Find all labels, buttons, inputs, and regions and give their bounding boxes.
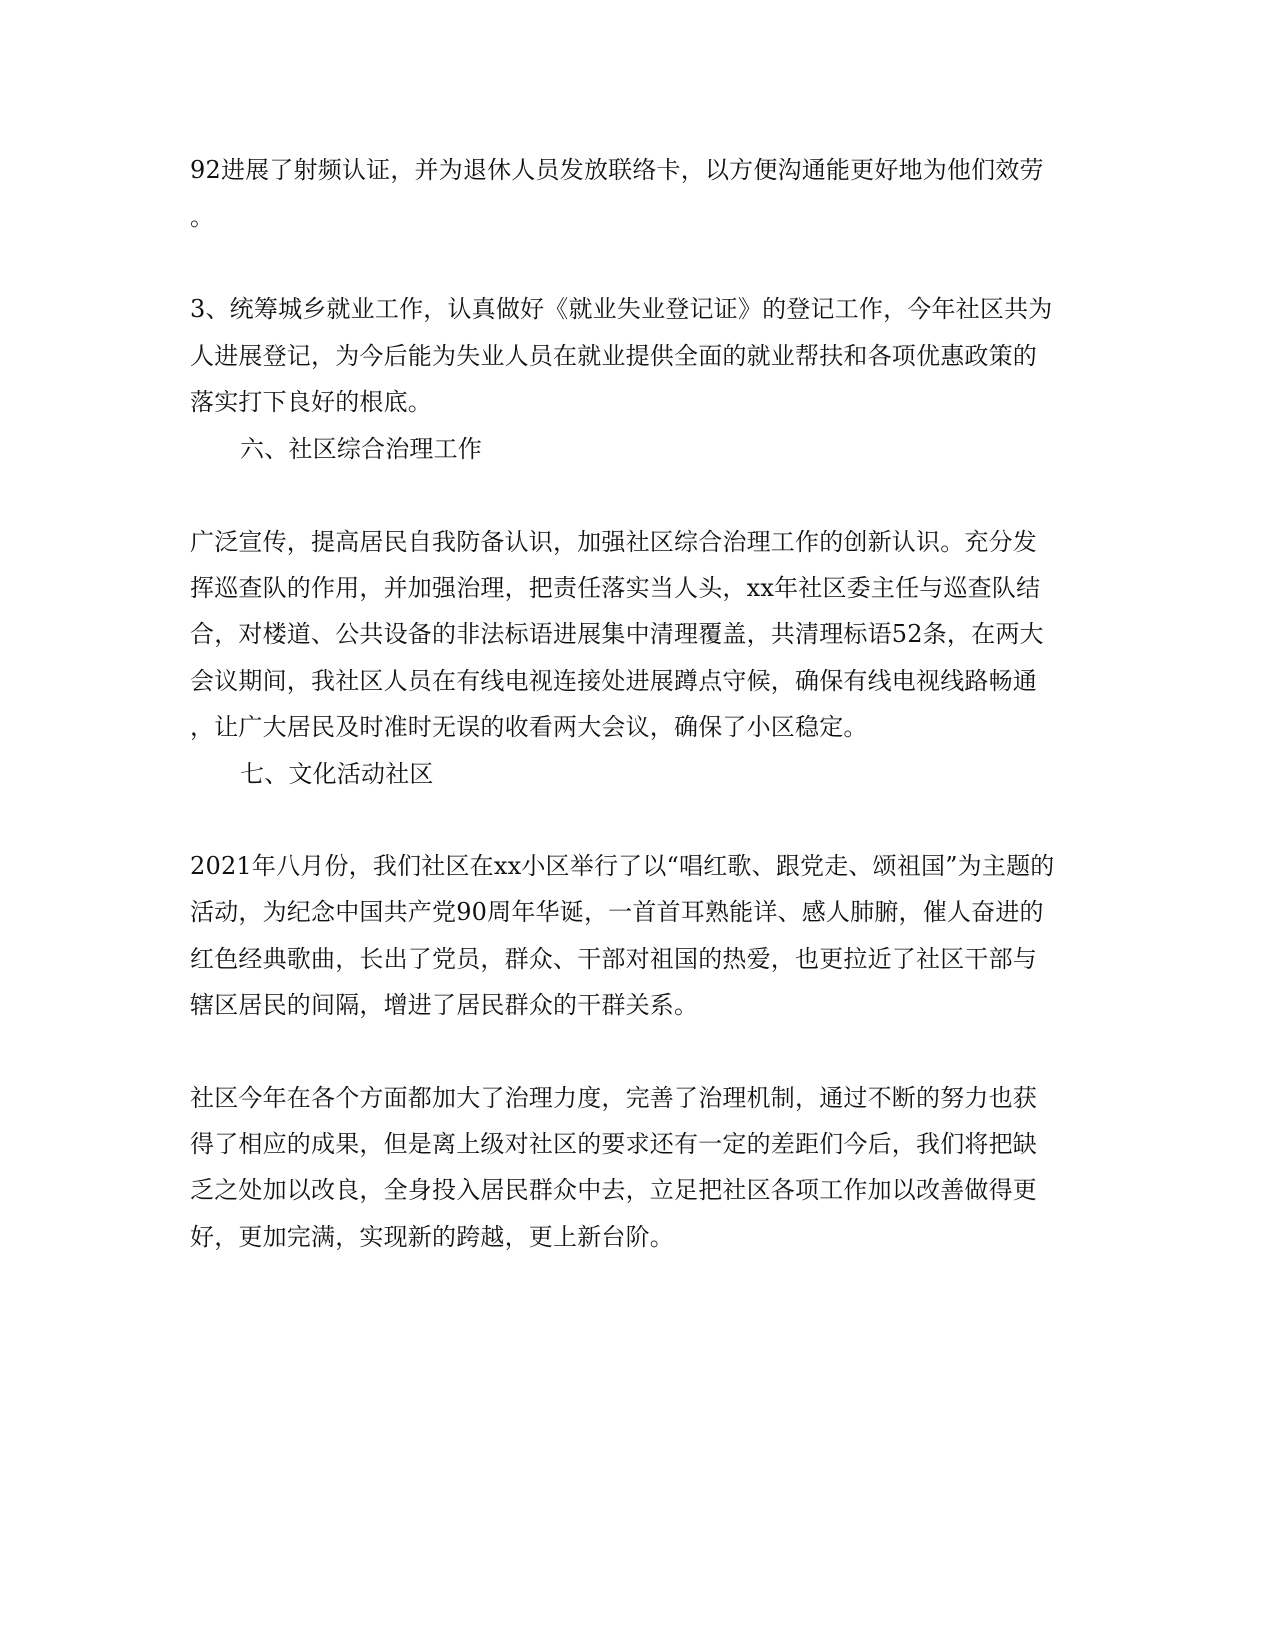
text-line: 辖区居民的间隔，增进了居民群众的干群关系。: [190, 991, 699, 1019]
text-line: 红色经典歌曲，长出了党员，群众、干部对祖国的热爱，也更拉近了社区干部与: [190, 945, 1037, 973]
text-line: 92进展了射频认证，并为退休人员发放联络卡，以方便沟通能更好地为他们效劳: [190, 156, 1044, 184]
text-line: 会议期间，我社区人员在有线电视连接处进展蹲点守候，确保有线电视线路畅通: [190, 667, 1037, 695]
text-line: 乏之处加以改良，全身投入居民群众中去，立足把社区各项工作加以改善做得更: [190, 1176, 1037, 1204]
text-line: 人进展登记，为今后能为失业人员在就业提供全面的就业帮扶和各项优惠政策的: [190, 342, 1037, 370]
text-line: 社区今年在各个方面都加大了治理力度，完善了治理机制，通过不断的努力也获: [190, 1084, 1037, 1112]
section-heading-culture: 七、文化活动社区: [240, 760, 434, 788]
text-line: 挥巡查队的作用，并加强治理，把责任落实当人头，xx年社区委主任与巡查队结: [190, 574, 1041, 602]
section-heading-governance: 六、社区综合治理工作: [240, 435, 482, 463]
text-line: 落实打下良好的根底。: [190, 388, 432, 416]
text-line: 合，对楼道、公共设备的非法标语进展集中清理覆盖，共清理标语52条，在两大: [190, 620, 1044, 648]
text-line: 好，更加完满，实现新的跨越，更上新台阶。: [190, 1223, 674, 1251]
text-line: 3、统筹城乡就业工作，认真做好《就业失业登记证》的登记工作，今年社区共为: [190, 295, 1053, 323]
text-line: 广泛宣传，提高居民自我防备认识，加强社区综合治理工作的创新认识。充分发: [190, 528, 1037, 556]
text-line: ，让广大居民及时准时无误的收看两大会议，确保了小区稳定。: [190, 713, 868, 741]
text-line: 活动，为纪念中国共产党90周年华诞，一首首耳熟能详、感人肺腑，催人奋进的: [190, 898, 1044, 926]
text-line: 。: [190, 203, 215, 231]
text-line: 得了相应的成果，但是离上级对社区的要求还有一定的差距们今后，我们将把缺: [190, 1130, 1037, 1158]
text-line: 2021年八月份，我们社区在xx小区举行了以“唱红歌、跟党走、颂祖国”为主题的: [190, 852, 1055, 880]
